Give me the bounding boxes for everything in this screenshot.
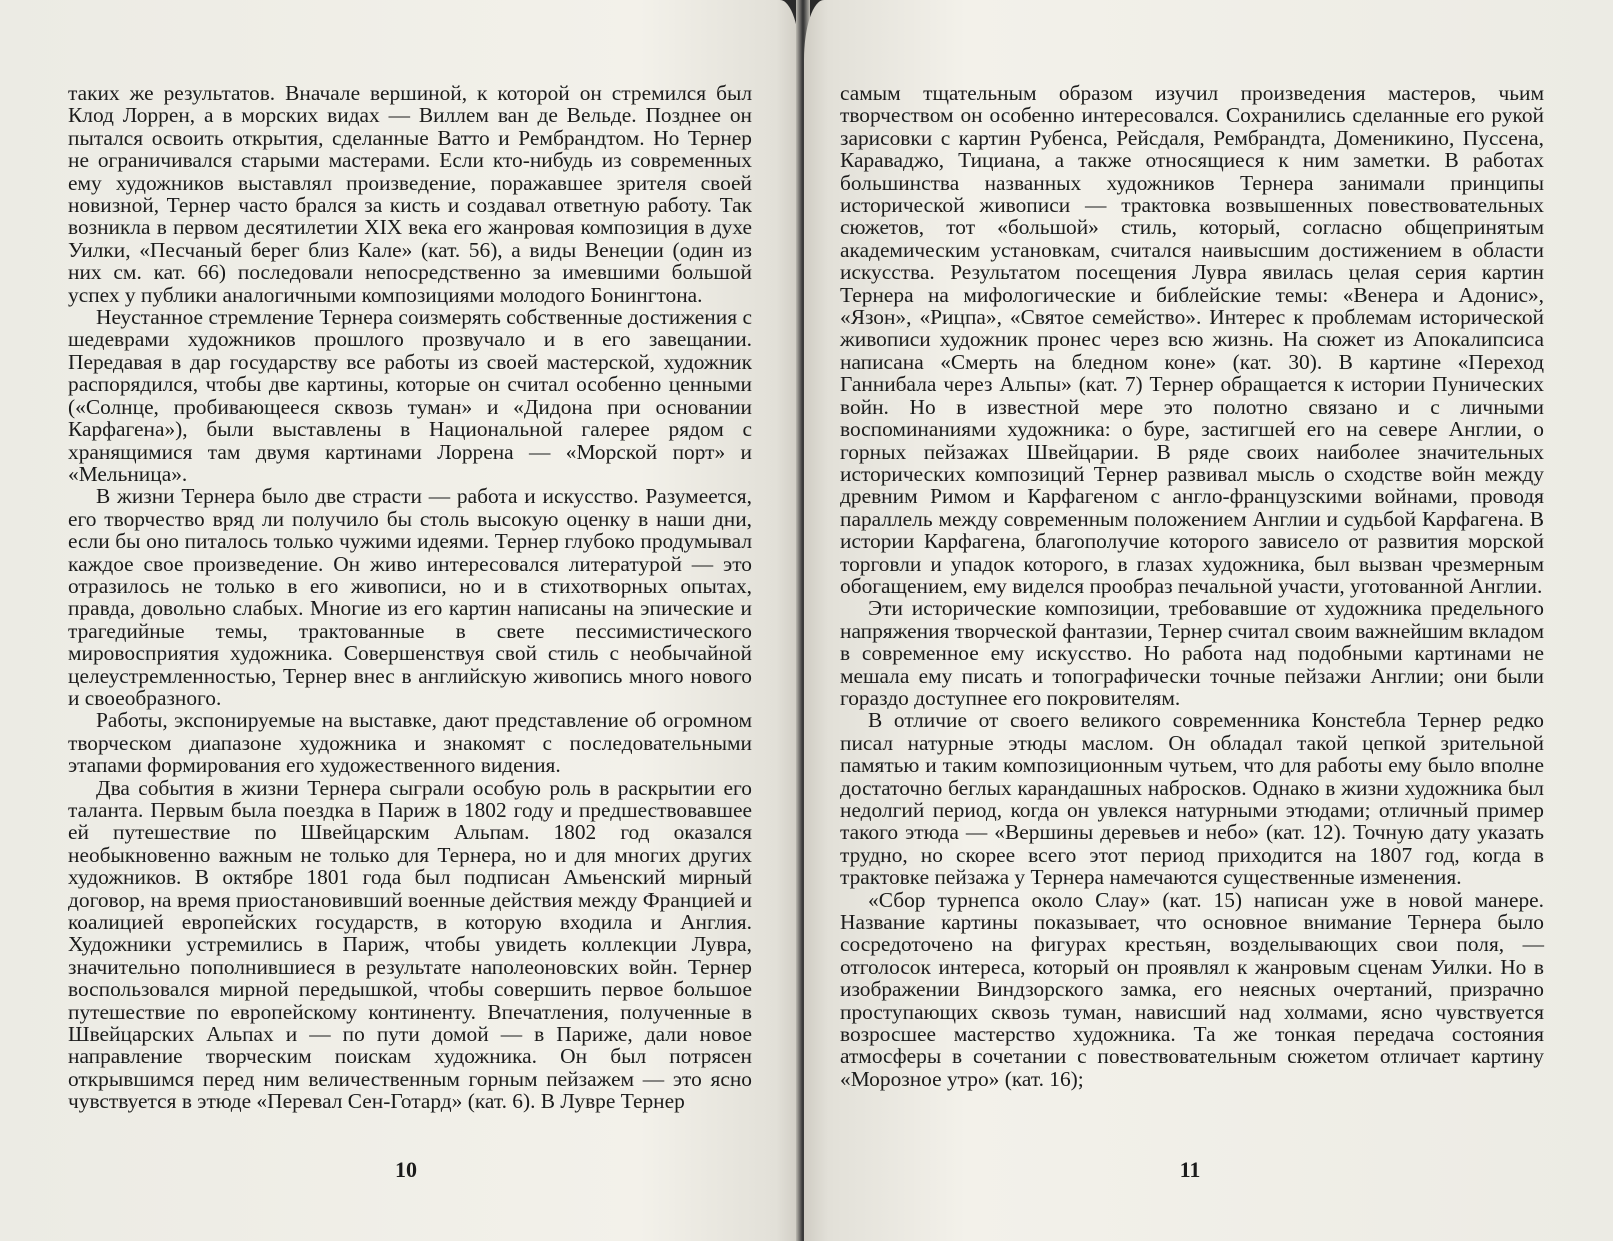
paragraph: В отличие от своего великого современника Констебла Тернер редко писал натурные этюды маслом. Он обладал такой цепкой зрительной памятью и таким композиционным чутьем, что для работы ему было вполне достаточно беглых карандашных набросков. Однако в жизни художника был недолгий период, когда он увлекся натурными этюдами; отличный пример такого этюда — «Вершины деревьев и небо» (кат. 12). Точную дату указать трудно, но скорее всего этот период приходится на 1807 год, когда в трактовке пейзажа у Тернера намечаются существенные изменения. <box>840 708 1544 890</box>
paragraph: Работы, экспонируемые на выставке, дают представление об огромном творческом диапазоне художника и знакомят с последовательными этапами формирования его художественного видения. <box>68 708 752 778</box>
left-page-text <box>68 82 752 1113</box>
paragraph: Эти исторические композиции, требовавшие от художника предельного напряжения творческой фантазии, Тернер считал своим важнейшим вкладом в современное ему искусство. Но работа над подобными картинами не мешала ему писать и топографически точные пейзажи Англии; они были гораздо доступнее его покровителям. <box>840 596 1544 710</box>
right-page <box>804 0 1613 1241</box>
paragraph: самым тщательным образом изучил произведения мастеров, чьим творчеством он особенно интересовался. Сохранились сделанные его рукой зарисовки с картин Рубенса, Рейсдаля, Рембрандта, Доменикино, Пуссена, Караваджо, Тициана, а также относящиеся к ним заметки. В работах большинства названных художников Тернера занимали принципы исторической живописи — трактовка возвышенных повествовательных сюжетов, тот «большой» стиль, который, согласно общепринятым академическим установкам, считался наивысшим достижением в области искусства. Результатом посещения Лувра явилась целая серия картин Тернера на мифологические и библейские темы: «Венера и Адонис», «Язон», «Рицпа», «Святое семейство». Интерес к проблемам исторической живописи художник пронес через всю жизнь. На сюжет из Апокалипсиса написана «Смерть на бледном коне» (кат. 30). В картине «Переход Ганнибала через Альпы» (кат. 7) Тернер обращается к истории Пунических войн. Но в известной мере это полотно связано и с личными воспоминаниями художника: о буре, застигшей его на севере Англии, о горных пейзажах Швейцарии. В ряде своих наиболее значительных исторических композиций Тернер развивал мысль о сходстве войн между древним Римом и Карфагеном с англо-французскими войнами, проводя параллель между современным положением Англии и судьбой Карфагена. В истории Карфагена, благополучие которого зависело от развития морской торговли и упадок которого, в глазах художника, был вызван чрезмерным обогащением, ему виделся прообраз печальной участи, уготованной Англии. <box>840 81 1544 598</box>
paragraph: «Сбор турнепса около Слау» (кат. 15) написан уже в новой манере. Название картины показывает, что основное внимание Тернера было сосредоточено на фигурах крестьян, возделывающих свои поля, — отголосок интереса, который он проявлял к жанровым сценам Уилки. Но в изображении Виндзорского замка, его неясных очертаний, призрачно проступающих сквозь туман, нависший над холмами, ясно чувствуется возросшее мастерство художника. Та же тонкая передача состояния атмосферы в сочетании с повествовательным сюжетом отличает картину «Морозное утро» (кат. 16); <box>840 887 1544 1091</box>
page-number: 10 <box>395 1157 417 1182</box>
paragraph: Два события в жизни Тернера сыграли особую роль в раскрытии его таланта. Первым была поездка в Париж в 1802 году и предшествовавшее ей путешествие по Швейцарским Альпам. 1802 год оказался необыкновенно важным не только для Тернера, но и для многих других художников. В октябре 1801 года был подписан Амьенский мирный договор, на время приостановивший военные действия между Францией и коалицией европейских государств, в которую входила и Англия. Художники устремились в Париж, чтобы увидеть коллекции Лувра, значительно пополнившиеся в результате наполеоновских войн. Тернер воспользовался мирной передышкой, чтобы совершить первое большое путешествие по европейскому континенту. Впечатления, полученные в Швейцарских Альпах и — по пути домой — в Париже, дали новое направление творческим поискам художника. Он был потрясен открывшимся перед ним величественным горным пейзажем — это ясно чувствуется в этюде «Перевал Сен-Готард» (кат. 6). В Лувре Тернер <box>68 775 752 1114</box>
left-page <box>0 0 800 1241</box>
paragraph: таких же результатов. Вначале вершиной, к которой он стремился был Клод Лоррен, а в морских видах — Виллем ван де Вельде. Позднее он пытался освоить открытия, сделанные Ватто и Рембрандтом. Но Тернер не ограничивался старыми мастерами. Если кто-нибудь из современных ему художников выставлял произведение, поражавшее зрителя своей новизной, Тернер часто брался за кисть и создавал ответную работу. Так возникла в первом десятилетии XIX века его жанровая композиция в духе Уилки, «Песчаный берег близ Кале» (кат. 56), а виды Венеции (один из них см. кат. 66) последовали непосредственно за имевшими большой успех у публики аналогичными композициями молодого Бонингтона. <box>68 81 752 307</box>
page-number: 11 <box>1179 1157 1201 1182</box>
paragraph: В жизни Тернера было две страсти — работа и искусство. Разумеется, его творчество вряд ли получило бы столь высокую оценку в наши дни, если бы оно питалось только чужими идеями. Тернер глубоко продумывал каждое свое произведение. Он живо интересовался литературой — это отразилось не только в его живописи, но и в стихотворных опытах, правда, довольно слабых. Многие из его картин написаны на эпические и трагедийные темы, трактованные в свете пессимистического мировосприятия художника. Совершенствуя свой стиль с необычайной целеустремленностью, Тернер внес в английскую живопись много нового и своеобразного. <box>68 484 752 710</box>
paragraph: Неустанное стремление Тернера соизмерять собственные достижения с шедеврами художников прошлого прозвучало и в его завещании. Передавая в дар государству все работы из своей мастерской, художник распорядился, чтобы две картины, которые он считал особенно ценными («Солнце, пробивающееся сквозь туман» и «Дидона при основании Карфагена»), были выставлены в Национальной галерее рядом с хранящимися там двумя картинами Лоррена — «Морской порт» и «Мельница». <box>68 305 752 486</box>
right-page-text <box>840 82 1544 1090</box>
